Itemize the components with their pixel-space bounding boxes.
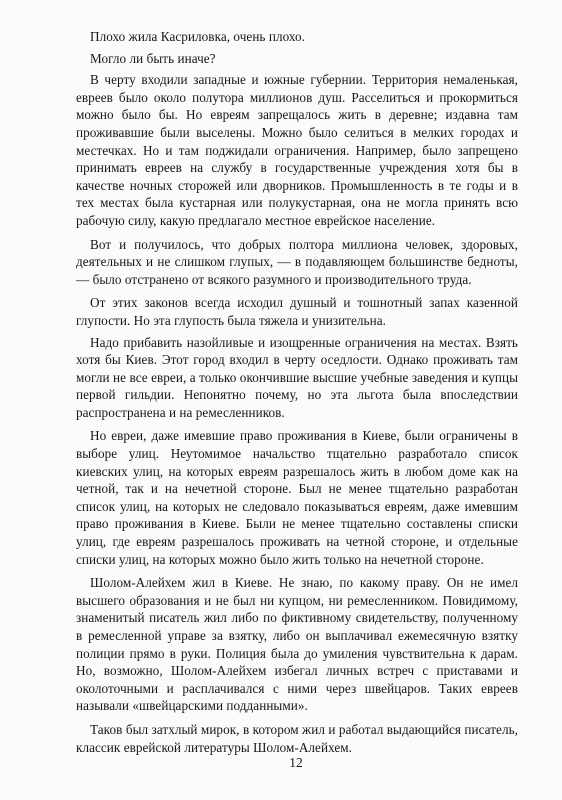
- paragraph: От этих законов всегда исходил душный и тошнотный запах казенной глупости. Но эта глупость была тяжела и унизительна.: [76, 295, 518, 328]
- paragraph: Могло ли быть иначе?: [90, 50, 216, 66]
- page-number: 12: [289, 755, 303, 770]
- paragraph: Надо прибавить назойливые и изощренные ограничения на местах. Взять хотя бы Киев. Этот город входил в черту оседлости. Однако проживать там могли не все евреи, а только окончившие высшие учебные заведения и купцы первой гильдии. Непонятно почему, но эта льгота была впоследствии распространена и на ремесленников.: [76, 334, 518, 420]
- paragraph: В черту входили западные и южные губернии. Территория немаленькая, евреев было около полутора миллионов душ. Расселиться и прокормиться можно было бы. Но евреям запрещалось жить в деревне; издавна там проживавшие были выселены. Можно было селиться в мелких городах и местечках. Но и там поджидали ограничения. Например, было запрещено принимать евреев на службу в государственные учреждения хотя бы в качестве ночных сторожей или дворников. Промышленность в те годы и в тех местах была кустарная или полукустарная, она не могла принять всю рабочую силу, какую предлагало местное еврейское население.: [76, 72, 518, 228]
- paragraph: Плохо жила Касриловка, очень плохо.: [90, 29, 306, 44]
- paragraph: Вот и получилось, что добрых полтора миллиона человек, здоровых, деятельных и не слишком глупых, — в подавляющем большинстве бедноты, — было отстранено от всякого разумного и производительного труда.: [76, 236, 518, 287]
- paragraph: Таков был затхлый мирок, в котором жил и работал выдающийся писатель, классик еврейской литературы Шолом-Алейхем.: [76, 721, 518, 755]
- paragraph: Но евреи, даже имевшие право проживания в Киеве, были ограничены в выборе улиц. Неутомимое начальство тщательно разработало список киевских улиц, на которых евреям разрешалось жить в любом доме как на четной, так и на нечетной стороне. Был не менее тщательно разработан список улиц, на которых не следовало показываться евреям, даже имевшим право проживания в Киеве. Были не менее тщательно составлены списки улиц, где евреям разрешалось проживать на четной стороне, и отдельные списки улиц, на которых можно было жить только на нечетной стороне.: [76, 428, 518, 567]
- paragraph: Шолом-Алейхем жил в Киеве. Не знаю, по какому праву. Он не имел высшего образования и не был ни купцом, ни ремесленником. Повидимому, знаменитый писатель жил либо по фиктивному свидетельству, полученному в ремесленной управе за взятку, либо он выплачивал ежемесячную взятку полиции прямо в руки. Полиция была до умиления чувствительна к дарам. Но, возможно, Шолом-Алейхем избегал личных встреч с приставами и околоточными и расплачивался с ними через швейцаров. Таких евреев называли «швейцарскими подданными».: [76, 575, 518, 714]
